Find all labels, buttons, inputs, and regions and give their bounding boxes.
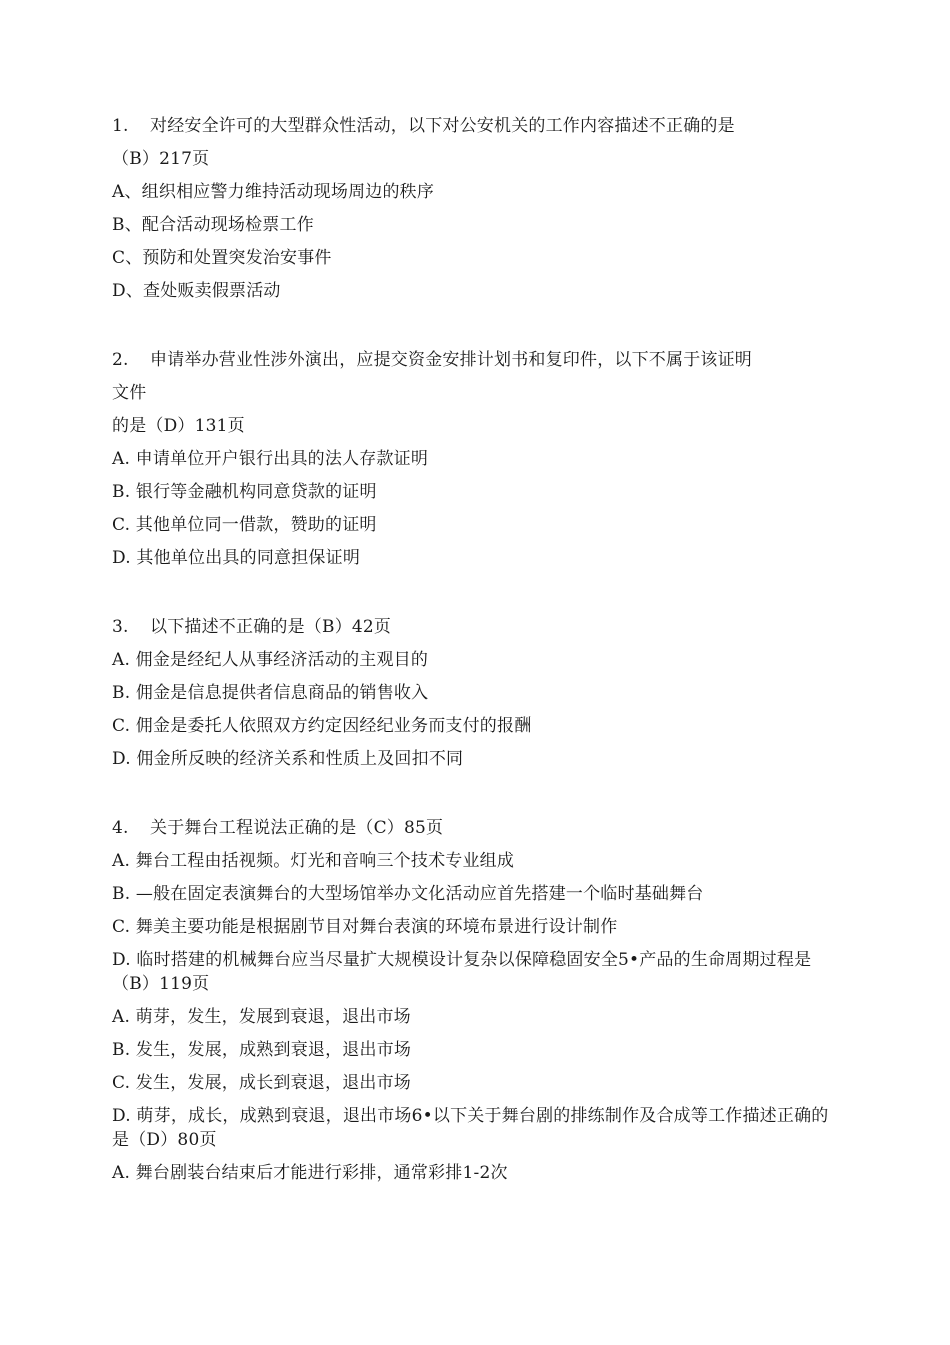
question-number: 2. xyxy=(112,350,129,370)
document-page xyxy=(112,110,840,1190)
option-c: C. 发生，发展，成长到衰退，退出市场 xyxy=(112,1073,412,1093)
question-stem: 4. 关于舞台工程说法正确的是（C）85页 xyxy=(112,812,840,845)
option-b: B、配合活动现场检票工作 xyxy=(112,215,314,235)
option-a: A. 舞台剧装台结束后才能进行彩排，通常彩排1-2次 xyxy=(112,1163,508,1183)
option-b: B. 佣金是信息提供者信息商品的销售收入 xyxy=(112,683,429,703)
option-a: A. 申请单位开户银行出具的法人存款证明 xyxy=(112,449,429,469)
question-number: 1. xyxy=(112,116,129,136)
option-b: B. 银行等金融机构同意贷款的证明 xyxy=(112,482,377,502)
option-a: A. 萌芽，发生，发展到衰退，退出市场 xyxy=(112,1007,411,1027)
option-a: A. 舞台工程由括视频。灯光和音响三个技术专业组成 xyxy=(112,851,515,871)
option-d-merged-question-6: D. 萌芽，成长，成熟到衰退，退出市场6•以下关于舞台剧的排练制作及合成等工作描述正确的是（D）80页 xyxy=(112,1106,829,1150)
option-c: C. 舞美主要功能是根据剧节目对舞台表演的环境布景进行设计制作 xyxy=(112,917,618,937)
option-d: D、查处贩卖假票活动 xyxy=(112,281,281,301)
option-a: A、组织相应警力维持活动现场周边的秩序 xyxy=(112,182,435,202)
question-2 xyxy=(112,344,840,575)
option-a: A. 佣金是经纪人从事经济活动的主观目的 xyxy=(112,650,429,670)
option-d-merged-question-5: D. 临时搭建的机械舞台应当尽量扩大规模设计复杂以保障稳固安全5•产品的生命周期过程是（B）119页 xyxy=(112,950,812,994)
question-stem-continued: 文件 xyxy=(112,383,147,403)
question-number: 3. xyxy=(112,617,129,637)
option-b: B. —般在固定表演舞台的大型场馆举办文化活动应首先搭建一个临时基础舞台 xyxy=(112,884,704,904)
option-c: C、预防和处置突发治安事件 xyxy=(112,248,332,268)
option-b: B. 发生，发展，成熟到衰退，退出市场 xyxy=(112,1040,412,1060)
option-d: D. 佣金所反映的经济关系和性质上及回扣不同 xyxy=(112,749,464,769)
question-stem-continued: 的是（D）131页 xyxy=(112,416,245,436)
question-stem: 3. 以下描述不正确的是（B）42页 xyxy=(112,611,840,644)
option-c: C. 佣金是委托人依照双方约定因经纪业务而支付的报酬 xyxy=(112,716,532,736)
question-3 xyxy=(112,611,840,776)
option-c: C. 其他单位同一借款，赞助的证明 xyxy=(112,515,377,535)
question-stem: 2. 申请举办营业性涉外演出，应提交资金安排计划书和复印件，以下不属于该证明 xyxy=(112,344,840,377)
question-4 xyxy=(112,812,840,1190)
option-d: D. 其他单位出具的同意担保证明 xyxy=(112,548,361,568)
question-stem-continued: （B）217页 xyxy=(112,149,210,169)
question-1 xyxy=(112,110,840,308)
question-stem: 1. 对经安全许可的大型群众性活动，以下对公安机关的工作内容描述不正确的是 xyxy=(112,110,840,143)
question-number: 4. xyxy=(112,818,129,838)
